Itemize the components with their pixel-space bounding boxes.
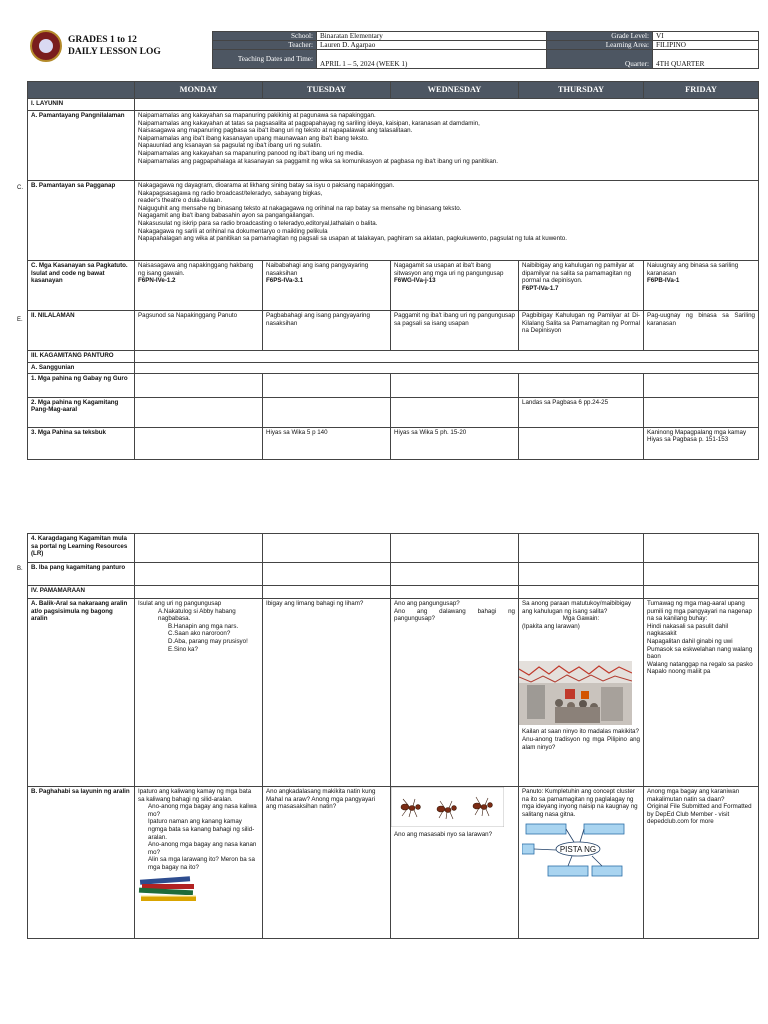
nilalaman-tue: Pagbabahagi ang isang pangyayaring nasaksihan xyxy=(263,311,391,351)
paghahabi-fri: Anong mga bagay ang karaniwan makalimutan natin sa daan? Original File Submitted and Formatted by DepEd Club Member - visit depedclub.com for more xyxy=(644,787,759,939)
day-thursday: THURSDAY xyxy=(519,82,644,99)
side-letter-b: B. xyxy=(17,566,23,572)
kasanayan-tue: Naibabahagi ang isang pangyayaring nasaksihan F6PS-IVa-3.1 xyxy=(263,261,391,311)
festival-photo xyxy=(519,661,632,725)
area-label: Learning Area: xyxy=(547,41,653,50)
quarter-label: Quarter: xyxy=(547,50,653,69)
header-info-table xyxy=(212,31,759,69)
teksbuk-fri: Kaninong Mapagpalang mga kamay Hiyas sa Pagbasa p. 151-153 xyxy=(644,427,759,459)
nilalaman-label: II. NILALAMAN xyxy=(28,311,135,351)
teksbuk-label: 3. Mga Pahina sa teksbuk xyxy=(28,427,135,459)
school-label: School: xyxy=(213,32,317,41)
paghahabi-tue: Ano angkadalasang makikita natin kung Mahal na araw? Anong mga pangyayari ang masasaksihan natin? xyxy=(263,787,391,939)
balik-wed: Ano ang pangungusap? Ano ang dalawang bahagi ng pangungusap? xyxy=(391,599,519,787)
quarter-value: 4TH QUARTER xyxy=(653,50,759,69)
layunin-label: I. LAYUNIN xyxy=(28,99,135,111)
side-letter-c: C. xyxy=(17,185,23,191)
pangmag-thu: Landas sa Pagbasa 6 pp.24-25 xyxy=(519,397,644,427)
paganap-label: B. Pamantayan sa Pagganap xyxy=(28,181,135,261)
pamamaraan-label: IV. PAMAMARAAN xyxy=(28,586,135,599)
kasanayan-wed: Nagagamit sa usapan at iba't ibang sitwasyon ang mga uri ng pangungusap F6WG-IVa-j-13 xyxy=(391,261,519,311)
kasanayan-label: C. Mga Kasanayan sa Pagkatuto. Isulat and code ng bawat kasanayan xyxy=(28,261,135,311)
kagamitan-label: III. KAGAMITANG PANTURO xyxy=(28,351,135,363)
pangmag-label: 2. Mga pahina ng Kagamitang Pang-Mag-aaral xyxy=(28,397,135,427)
nilalaman-wed: Paggamit ng iba't ibang uri ng pangungusap sa pagsali sa isang usapan xyxy=(391,311,519,351)
kasanayan-mon: Naisasagawa ang napakinggang hakbang ng isang gawain. F6PN-IVe-1.2 xyxy=(135,261,263,311)
lesson-table-page2 xyxy=(27,533,759,939)
pamantayang-content: Naipamamalas ang kakayahan sa mapanuring pakikinig at pagunawa sa napakinggan. Naipamamalas ang kakayahan at tatas sa pagsasalita at pagpapahayag ng sariling ideya, kaisipan, karanasan at damdamin, Naisasagawa ang mapanuring pagbasa sa iba't ibang uri ng teksto at napapalawak ang talasalitaan. Naipamamalas ang iba't ibang kasanayan upang maunawaan ang iba't ibang teksto. Napauunlad ang ksanayan sa pagsulat ng iba't ibang uri ng sulatin. Naipamamalas ang kakayahan sa mapanuring panood ng iba't ibang uri ng media. Naipamamalas ang pagpapahalaga at kasanayan sa paggamit ng wika sa komunikasyon at pagbasa ng iba't ibang uri ng panitikan. xyxy=(135,111,759,181)
balik-fri: Tumawag ng mga mag-aaral upang pumili ng mga pangyayari na nagenap na sa kanilang buhay: Hindi nakasali sa pasulit dahil nagkasakit Napagalitan dahil ginabi ng uwi Pumasok sa eskwelahan nang walang baon Walang natanggap na regalo sa pasko Napalo noong maliit pa xyxy=(644,599,759,787)
deped-seal-icon xyxy=(30,30,62,62)
paghahabi-mon: Ipaturo ang kaliwang kamay ng mga bata sa kaliwang bahagi ng silid-aralan. Ano-anong mga bagay ang nasa kaliwa mo? Ipaturo naman ang kanang kamay ngmga bata sa kanang bahagi ng silid-aralan. Ano-anong mga bagay ang nasa kanan mo? Alin sa mga larawang ito? Meron ba sa mga bagay na ito? xyxy=(135,787,263,939)
gabay-label: 1. Mga pahina ng Gabay ng Guro xyxy=(28,373,135,397)
iba-label: B. Iba pang kagamitang panturo xyxy=(28,563,135,586)
books-image xyxy=(138,874,200,904)
day-wednesday: WEDNESDAY xyxy=(391,82,519,99)
karagdagan-label: 4. Karagdagang Kagamitan mula sa portal ng Learning Resources (LR) xyxy=(28,534,135,563)
day-monday: MONDAY xyxy=(135,82,263,99)
teacher-value: Lauren D. Agarpao xyxy=(317,41,547,50)
ants-image xyxy=(391,787,504,827)
sanggunian-label: A. Sanggunian xyxy=(28,363,135,374)
lesson-table-page1 xyxy=(27,81,759,460)
teksbuk-tue: Hiyas sa Wika 5 p 140 xyxy=(263,427,391,459)
kasanayan-fri: Naiuugnay ang binasa sa sariling karanasan F6PB-IVa-1 xyxy=(644,261,759,311)
nilalaman-fri: Pag-uugnay ng binasa sa Sariling karanasan xyxy=(644,311,759,351)
balik-thu: Sa anong paraan matutukoy/maibibigay ang kahulugan ng isang salita? Mga Gawain: (Ipakita ang larawan) Kailan at saan ninyo ito madalas makikita? Anu-anong tradisyon ng mga Pilipino ang alam ninyo? xyxy=(519,599,644,787)
area-value: FILIPINO xyxy=(653,41,759,50)
dates-label: Teaching Dates and Time: xyxy=(213,50,317,69)
balik-mon: Isulat ang uri ng pangungusap A.Nakatulog si Abby habang nagbabasa. B.Hanapin ang mga nars. C.Saan ako naroroon? D.Aba, parang may prusisyo! E.Sino ka? xyxy=(135,599,263,787)
nilalaman-thu: Pagbibigay Kahulugan ng Pamilyar at Di-Kilalang Salita sa Pamamagitan ng Pormal na Depinisyon xyxy=(519,311,644,351)
day-friday: FRIDAY xyxy=(644,82,759,99)
day-header-row xyxy=(28,82,759,99)
kasanayan-thu: Naibibigay ang kahulugan ng pamilyar at dipamilyar na salita sa pamamagitan ng pormal na depinisyon. F6PT-IVa-1.7 xyxy=(519,261,644,311)
teacher-label: Teacher: xyxy=(213,41,317,50)
document-title: GRADES 1 to 12 DAILY LESSON LOG xyxy=(68,35,161,57)
grade-label: Grade Level: xyxy=(547,32,653,41)
paghahabi-thu: Panuto: Kumpletuhin ang concept cluster na ito sa pamamagitan ng paglalagay ng mga ideyang inyong naisip na kaugnay ng salitang nasa gitna. PISTA NG xyxy=(519,787,644,939)
concept-cluster-diagram xyxy=(522,820,632,882)
grade-value: VI xyxy=(653,32,759,41)
balik-tue: Ibigay ang limang bahagi ng liham? xyxy=(263,599,391,787)
paghahabi-label: B. Paghahabi sa layunin ng aralin xyxy=(28,787,135,939)
paganap-content: Nakagagawa ng dayagram, dioarama at likhang sining batay sa isyu o paksang napakinggan. Nakapagsasagawa ng radio broadcast/teleradyo, sabayang bigkas, reader's theatre o dula-dulaan. Naiguguhit ang mensahe ng binasang teksto at nakagagawa ng orihinal na rap batay sa mensahe ng binasang teksto. Nagagamit ang iba't ibang babasahin ayon sa pangangailangan. Nakasusulat ng iskrip para sa radio broadcasting o teleradyo,editoryal,lathalain o balita. Nakagagawa ng sarili at orihinal na dokumentaryo o maikling pelikula Napapahalagan ang wika at panitikan sa pamamagitan ng pagsali sa usapan at talakayan, paghiram sa aklatan, pagkukuwento, pagsulat ng tula at kuwento. xyxy=(135,181,759,261)
teksbuk-wed: Hiyas sa Wika 5 ph. 15-20 xyxy=(391,427,519,459)
day-tuesday: TUESDAY xyxy=(263,82,391,99)
dates-value: APRIL 1 – 5, 2024 (WEEK 1) xyxy=(317,50,547,69)
paghahabi-wed: Ano ang masasabi nyo sa larawan? xyxy=(391,787,519,939)
side-letter-e: E. xyxy=(17,317,23,323)
balik-label: A. Balik-Aral sa nakaraang aralin at/o pagsisimula ng bagong aralin xyxy=(28,599,135,787)
nilalaman-mon: Pagsunod sa Napakinggang Panuto xyxy=(135,311,263,351)
school-value: Binaratan Elementary xyxy=(317,32,547,41)
pamantayang-label: A. Pamantayang Pangnilalaman xyxy=(28,111,135,181)
pista-label: PISTA NG xyxy=(559,845,597,855)
